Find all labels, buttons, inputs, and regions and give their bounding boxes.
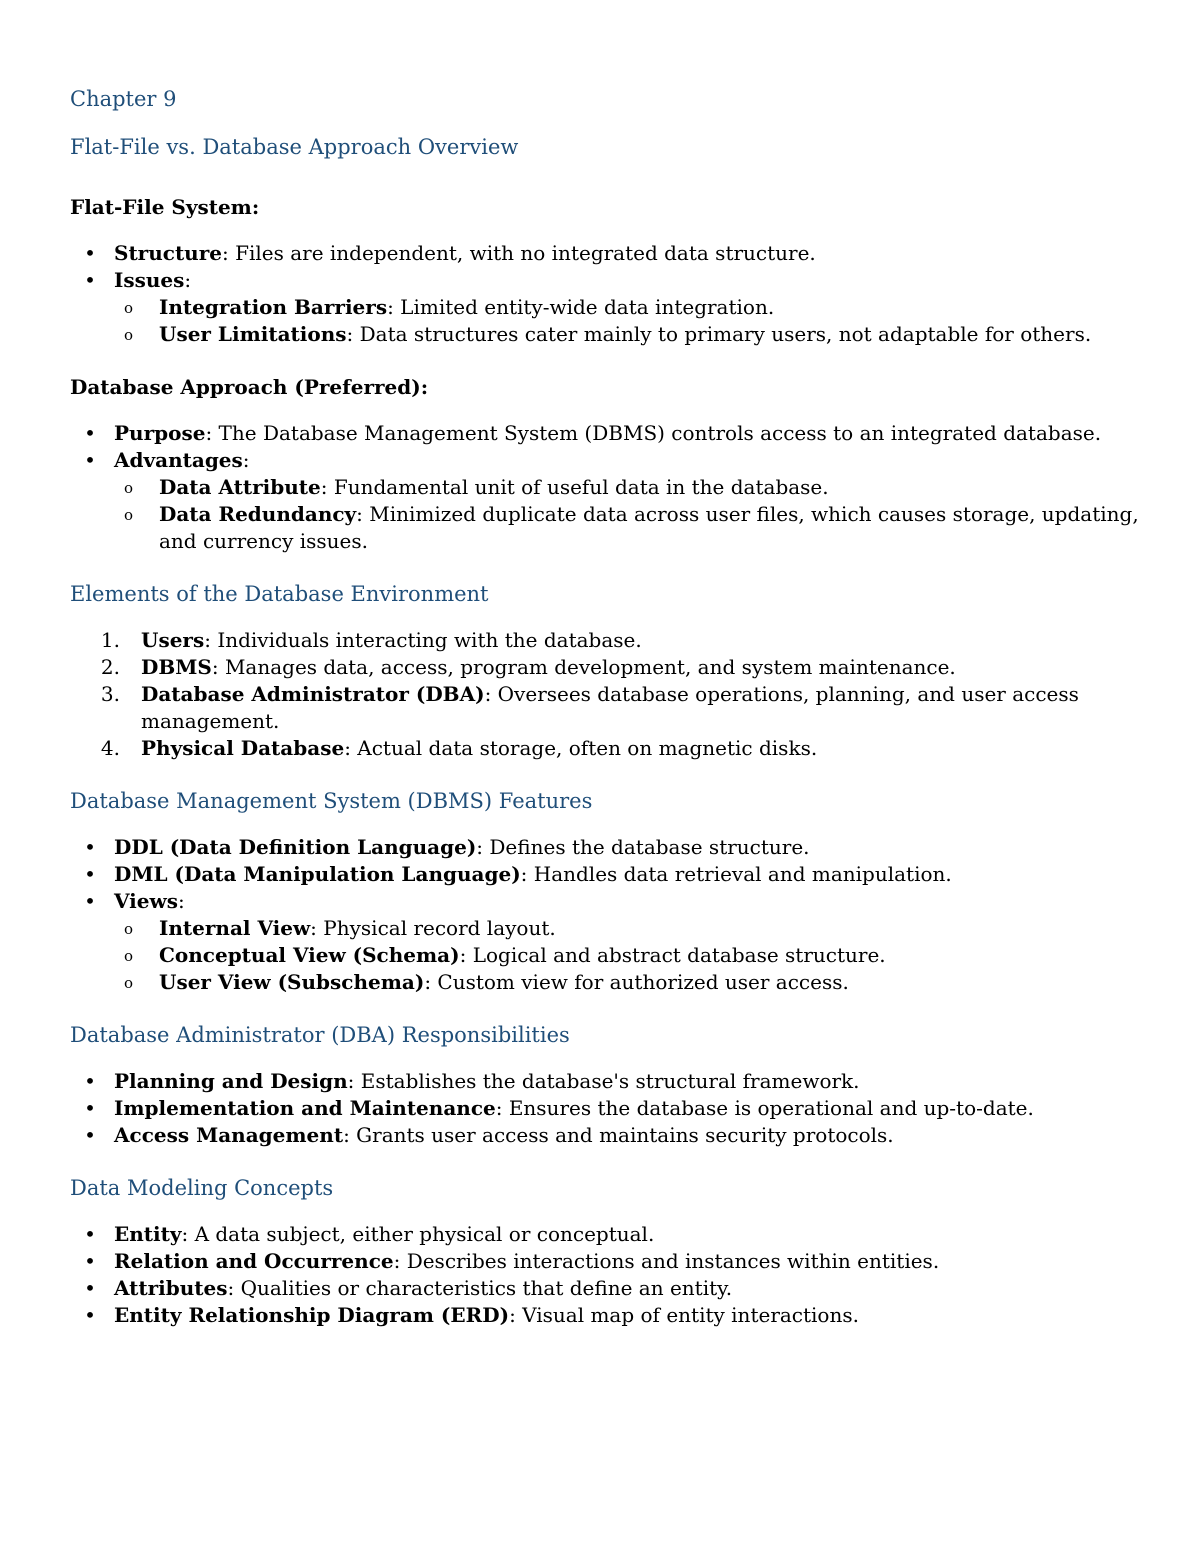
item-term: User Limitations — [159, 322, 347, 346]
sub-bullet-marker: o — [124, 299, 134, 317]
item-text: : Actual data storage, often on magnetic disks. — [344, 736, 818, 760]
sub-list-item — [114, 942, 1140, 969]
bullet-marker: • — [84, 1276, 96, 1300]
item-term: Physical Database — [141, 736, 345, 760]
list-item — [70, 1122, 1140, 1149]
item-text: : — [177, 889, 185, 913]
item-term: Purpose — [114, 421, 206, 445]
sub-list-item — [114, 321, 1140, 348]
item-term: Attributes — [114, 1276, 228, 1300]
bullet-marker: • — [84, 835, 96, 859]
list-item — [70, 1068, 1140, 1095]
item-text: : Physical record layout. — [310, 916, 556, 940]
list-item — [70, 627, 1140, 654]
bullet-list — [70, 1221, 1140, 1329]
item-text: : Fundamental unit of useful data in the database. — [320, 475, 829, 499]
sub-bullet-list — [114, 915, 1140, 996]
section-heading-dbms-features: Database Management System (DBMS) Features — [70, 789, 593, 813]
item-text: : Minimized duplicate data across user files, which causes storage, updating, and currency issues. — [159, 502, 1139, 553]
item-term: DDL (Data Definition Language) — [114, 835, 477, 859]
item-term: Access Management — [114, 1123, 344, 1147]
item-text: : A data subject, either physical or conceptual. — [181, 1222, 655, 1246]
item-text: : — [184, 268, 192, 292]
section-heading-elements: Elements of the Database Environment — [70, 582, 489, 606]
bullet-list — [70, 240, 1140, 348]
bullet-marker: • — [84, 1303, 96, 1327]
bullet-list — [70, 834, 1140, 996]
item-text: : Defines the database structure. — [476, 835, 810, 859]
section-heading-modeling: Data Modeling Concepts — [70, 1176, 334, 1200]
item-term: Users — [141, 628, 205, 652]
bullet-list — [70, 1068, 1140, 1149]
number-marker: 3. — [100, 682, 120, 706]
item-term: Internal View — [159, 916, 311, 940]
item-text: : Custom view for authorized user access. — [424, 970, 849, 994]
sub-bullet-list — [114, 294, 1140, 348]
sub-list-item — [114, 294, 1140, 321]
sub-bullet-marker: o — [124, 326, 134, 344]
bullet-marker: • — [84, 889, 96, 913]
list-item — [70, 654, 1140, 681]
subheading-flat-file: Flat-File System: — [70, 195, 260, 219]
item-term: DBMS — [141, 655, 212, 679]
item-text: : Limited entity-wide data integration. — [387, 295, 775, 319]
item-term: Advantages — [114, 448, 243, 472]
item-term: Database Administrator (DBA) — [141, 682, 485, 706]
item-term: Conceptual View (Schema) — [159, 943, 460, 967]
item-text: : Ensures the database is operational and up-to-date. — [495, 1096, 1034, 1120]
item-text: : Grants user access and maintains security protocols. — [343, 1123, 894, 1147]
bullet-marker: • — [84, 241, 96, 265]
item-text: : Oversees database operations, planning, and user access management. — [141, 682, 1079, 733]
list-item — [70, 240, 1140, 267]
item-text: : Describes interactions and instances within entities. — [393, 1249, 940, 1273]
item-term: DML (Data Manipulation Language) — [114, 862, 521, 886]
item-term: Relation and Occurrence — [114, 1249, 394, 1273]
item-text: : The Database Management System (DBMS) controls access to an integrated database. — [205, 421, 1102, 445]
item-term: Implementation and Maintenance — [114, 1096, 496, 1120]
section-dbms-features — [70, 786, 1140, 996]
list-item — [70, 420, 1140, 447]
sub-bullet-marker: o — [124, 506, 134, 524]
bullet-marker: • — [84, 448, 96, 472]
item-term: Issues — [114, 268, 185, 292]
bullet-marker: • — [84, 1096, 96, 1120]
list-item — [70, 1248, 1140, 1275]
section-elements — [70, 579, 1140, 762]
bullet-marker: • — [84, 1222, 96, 1246]
item-text: : Manages data, access, program development, and system maintenance. — [211, 655, 956, 679]
sub-bullet-marker: o — [124, 947, 134, 965]
list-item — [70, 735, 1140, 762]
item-text: : Individuals interacting with the database. — [204, 628, 642, 652]
item-text: : Files are independent, with no integrated data structure. — [221, 241, 816, 265]
bullet-marker: • — [84, 421, 96, 445]
sub-list-item — [114, 969, 1140, 996]
item-text: : Logical and abstract database structure. — [459, 943, 886, 967]
item-term: Views — [114, 889, 178, 913]
item-text: : Handles data retrieval and manipulation. — [520, 862, 952, 886]
bullet-marker: • — [84, 862, 96, 886]
section-database-approach — [70, 372, 1140, 555]
item-term: Data Attribute — [159, 475, 321, 499]
item-term: Entity — [114, 1222, 182, 1246]
list-item — [70, 1221, 1140, 1248]
item-term: Integration Barriers — [159, 295, 388, 319]
document-title: Flat-File vs. Database Approach Overview — [70, 135, 519, 159]
item-text: : Visual map of entity interactions. — [509, 1303, 859, 1327]
item-term: Data Redundancy — [159, 502, 357, 526]
list-item — [70, 681, 1140, 735]
number-marker: 2. — [100, 655, 120, 679]
list-item — [70, 1095, 1140, 1122]
item-term: Planning and Design — [114, 1069, 348, 1093]
number-marker: 1. — [100, 628, 120, 652]
list-item — [70, 447, 1140, 555]
bullet-list — [70, 420, 1140, 555]
sub-list-item — [114, 474, 1140, 501]
bullet-marker: • — [84, 1069, 96, 1093]
list-item — [70, 1275, 1140, 1302]
sub-bullet-marker: o — [124, 974, 134, 992]
item-term: Structure — [114, 241, 222, 265]
sub-list-item — [114, 915, 1140, 942]
list-item — [70, 267, 1140, 348]
item-text: : Establishes the database's structural framework. — [347, 1069, 860, 1093]
list-item — [70, 861, 1140, 888]
item-text: : Data structures cater mainly to primary users, not adaptable for others. — [346, 322, 1092, 346]
item-text: : Qualities or characteristics that define an entity. — [227, 1276, 733, 1300]
number-marker: 4. — [100, 736, 120, 760]
sub-bullet-marker: o — [124, 479, 134, 497]
section-modeling — [70, 1173, 1140, 1329]
subheading-database-approach: Database Approach (Preferred): — [70, 375, 429, 399]
bullet-marker: • — [84, 1123, 96, 1147]
item-term: Entity Relationship Diagram (ERD) — [114, 1303, 510, 1327]
chapter-label: Chapter 9 — [70, 87, 177, 111]
section-dba — [70, 1020, 1140, 1149]
list-item — [70, 1302, 1140, 1329]
list-item — [70, 834, 1140, 861]
sub-bullet-list — [114, 474, 1140, 555]
bullet-marker: • — [84, 268, 96, 292]
sub-list-item — [114, 501, 1140, 555]
sub-bullet-marker: o — [124, 920, 134, 938]
bullet-marker: • — [84, 1249, 96, 1273]
item-text: : — [242, 448, 250, 472]
numbered-list — [70, 627, 1140, 762]
item-term: User View (Subschema) — [159, 970, 425, 994]
section-flat-file — [70, 192, 1140, 348]
section-heading-dba: Database Administrator (DBA) Responsibilities — [70, 1023, 570, 1047]
list-item — [70, 888, 1140, 996]
